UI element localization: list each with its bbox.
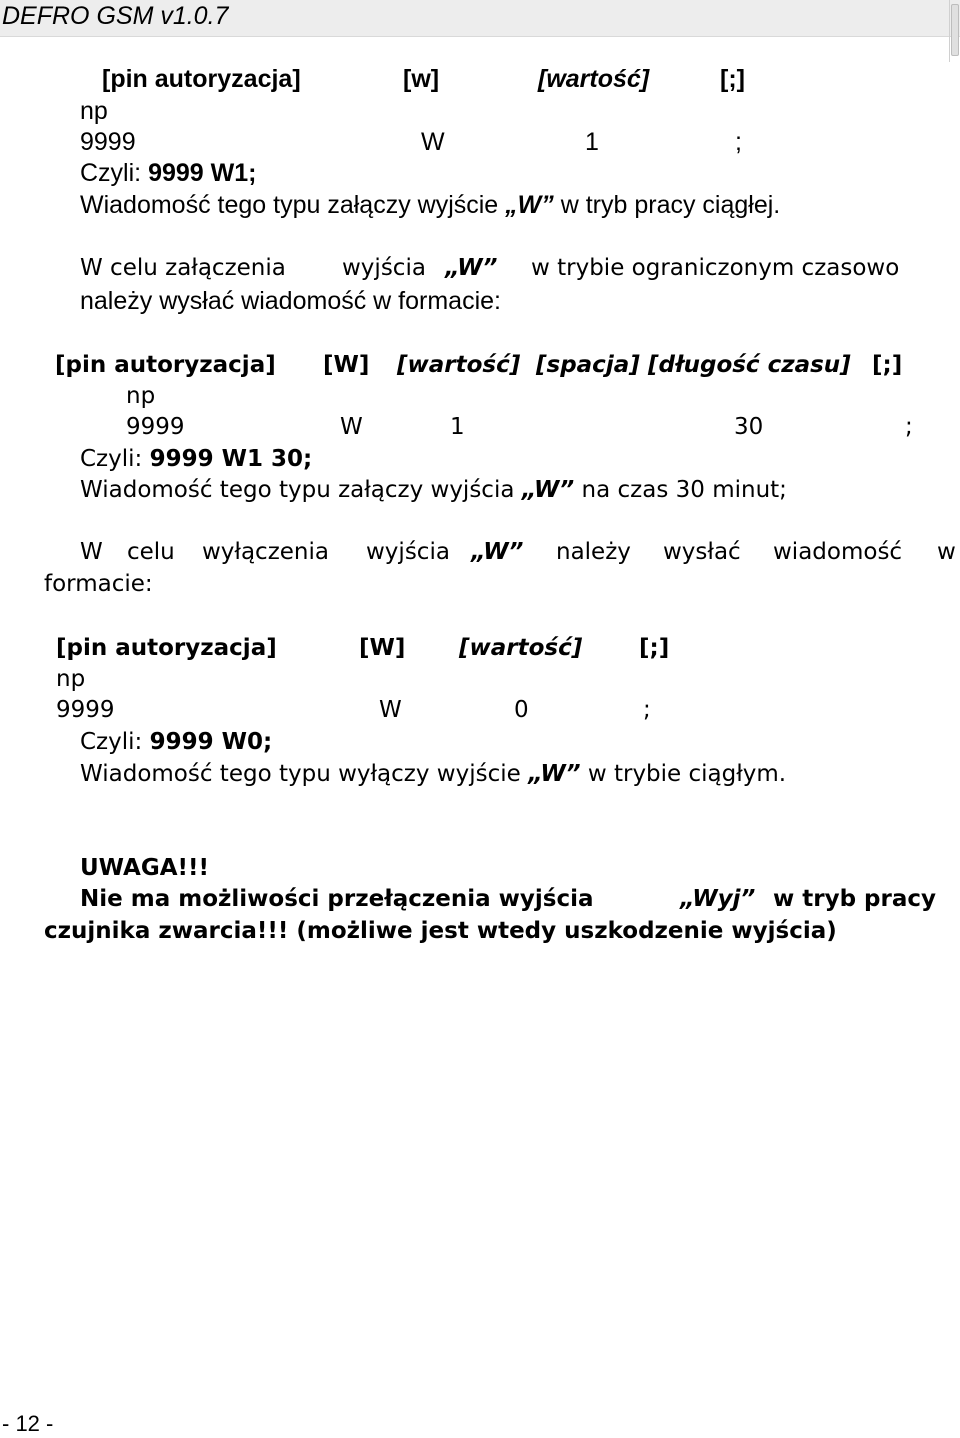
example-terminator: ; [905,414,913,440]
warning-title: UWAGA!!! [80,855,209,881]
example-terminator: ; [643,697,651,723]
example-value: 1 [585,128,599,156]
czyli-label: Czyli: [80,446,143,472]
example-value: 1 [450,414,465,440]
intro-text: W celu załączenia [80,255,286,281]
format-terminator: [;] [720,65,745,93]
np-label: np [56,666,86,692]
description-line [80,475,787,505]
scrollbar[interactable] [949,0,960,62]
intro-text: wyjścia [342,255,426,281]
format-value: [wartość] [538,65,650,93]
description-text: Wiadomość tego typu załączy wyjście [80,191,506,219]
warning-text: w tryb pracy [773,886,937,912]
intro-word: wiadomość [773,539,903,565]
czyli-label: Czyli: [80,729,143,755]
format-terminator: [;] [872,352,903,378]
warning-text: Nie ma możliwości przełączenia wyjścia [80,886,594,912]
np-label: np [126,383,156,409]
czyli-line [80,158,256,188]
output-w-label: „W” [505,191,554,219]
format-value: [wartość] [397,352,521,378]
example-w: W [340,414,363,440]
czyli-value: 9999 W1; [148,159,257,187]
description-text: Wiadomość tego typu wyłączy wyjście [80,761,529,787]
description-text-end: na czas 30 minut; [574,477,787,503]
example-pin: 9999 [126,414,185,440]
description-text-end: w tryb pracy ciągłej. [553,191,781,219]
app-title: DEFRO GSM v1.0.7 [2,2,229,30]
description-text-end: w trybie ciągłym. [580,761,787,787]
intro-word: w [937,539,956,565]
format-terminator: [;] [639,635,670,661]
description-text: Wiadomość tego typu załączy wyjścia [80,477,522,503]
format-w: [W] [323,352,370,378]
format-w: [W] [359,635,406,661]
format-pin: [pin autoryzacja] [56,635,277,661]
intro-text: w trybie ograniczonym czasowo [531,255,900,281]
intro-text-line2: należy wysłać wiadomość w formacie: [80,287,501,315]
example-pin: 9999 [56,697,115,723]
output-w-label: „W” [521,477,575,503]
scrollbar-thumb[interactable] [951,4,959,56]
czyli-line [80,444,312,474]
example-duration: 30 [734,414,764,440]
intro-word: wyłączenia [202,539,329,565]
format-w: [w] [403,65,440,93]
output-w-label: „W” [471,539,524,565]
czyli-value: 9999 W0; [149,729,273,755]
format-value: [wartość] [459,635,583,661]
output-w-label: „W” [445,255,498,281]
output-w-label: „W” [528,761,581,787]
example-w: W [421,128,445,156]
intro-word: należy [556,539,631,565]
czyli-line [80,727,272,757]
intro-word: celu [127,539,175,565]
example-w: W [379,697,402,723]
format-duration: [długość czasu] [648,352,851,378]
np-label: np [80,97,108,125]
app-header [0,0,960,37]
format-space: [spacja] [536,352,640,378]
intro-word: W [80,539,103,565]
page-number: - 12 - [2,1411,54,1436]
intro-word: wysłać [663,539,741,565]
intro-word: wyjścia [366,539,450,565]
format-pin: [pin autoryzacja] [102,65,301,93]
czyli-label: Czyli: [80,159,142,187]
example-terminator: ; [735,128,742,156]
output-wyj-label: „Wyj” [680,886,756,912]
example-value: 0 [514,697,529,723]
intro-text-line2: formacie: [44,571,153,597]
czyli-value: 9999 W1 30; [149,446,313,472]
description-line [80,759,786,789]
description-line [80,190,780,220]
example-pin: 9999 [80,128,136,156]
warning-text-line2: czujnika zwarcia!!! (możliwe jest wtedy uszkodzenie wyjścia) [44,918,837,944]
format-pin: [pin autoryzacja] [55,352,276,378]
